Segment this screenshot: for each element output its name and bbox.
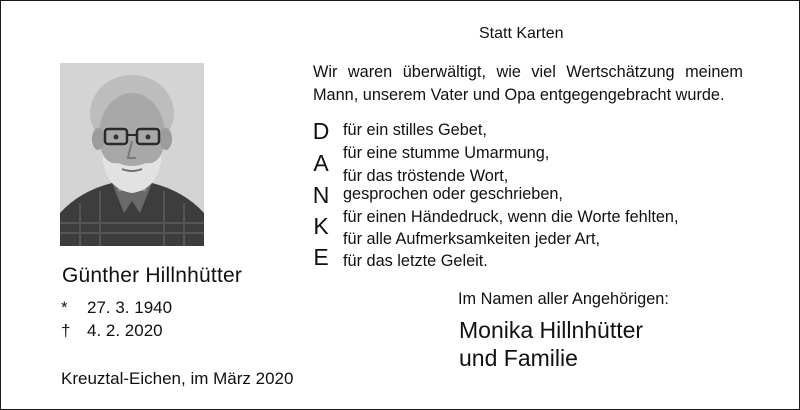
intro-text: Wir waren überwältigt, wie viel Wertschätzung meinem Mann, unserem Vater und Opa entgegengebracht wurde. bbox=[313, 63, 743, 104]
danke-line: für alle Aufmerksamkeiten jeder Art, bbox=[343, 230, 600, 248]
death-symbol: † bbox=[61, 321, 71, 340]
danke-letter-k: K bbox=[313, 213, 329, 239]
deceased-name: Günther Hillnhütter bbox=[62, 264, 243, 287]
birth-date: 27. 3. 1940 bbox=[87, 298, 173, 317]
danke-line: für einen Händedruck, wenn die Worte fehlten, bbox=[343, 208, 679, 226]
danke-line: für eine stumme Umarmung, bbox=[343, 144, 550, 162]
on-behalf-text: Im Namen aller Angehörigen: bbox=[458, 290, 669, 308]
death-date: 4. 2. 2020 bbox=[87, 321, 163, 340]
danke-line: für das tröstende Wort, bbox=[343, 167, 509, 185]
danke-letter-a: A bbox=[313, 150, 329, 176]
danke-line: für das letzte Geleit. bbox=[343, 252, 488, 270]
danke-line: gesprochen oder geschrieben, bbox=[343, 185, 563, 203]
header-statt-karten: Statt Karten bbox=[479, 25, 564, 42]
birth-symbol: * bbox=[61, 298, 68, 317]
birth-date-row bbox=[61, 298, 172, 318]
portrait-photo bbox=[60, 63, 204, 246]
danke-letter-d: D bbox=[312, 118, 330, 144]
danke-letter-n: N bbox=[312, 182, 330, 208]
danke-line: für ein stilles Gebet, bbox=[343, 121, 487, 139]
location-date: Kreuztal-Eichen, im März 2020 bbox=[61, 369, 294, 388]
danke-letter-e: E bbox=[313, 244, 329, 270]
signature-family: und Familie bbox=[459, 345, 578, 371]
death-date-row bbox=[61, 321, 163, 341]
signature-name: Monika Hillnhütter bbox=[459, 317, 644, 343]
